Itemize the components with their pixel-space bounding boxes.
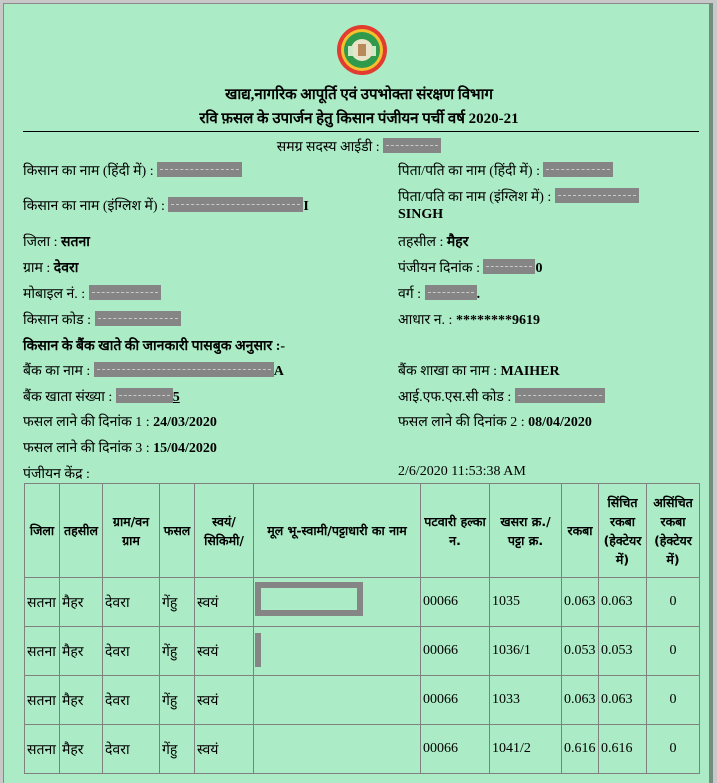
- owner-name-redacted: [254, 676, 421, 725]
- table-header-row: [25, 484, 700, 578]
- cell-khasra: 1035: [490, 578, 562, 627]
- cell-district: सतना: [25, 578, 60, 627]
- aadhaar-row: [398, 310, 540, 329]
- bank-name-redacted: [94, 362, 274, 377]
- cell-unirrigated: 0: [647, 676, 700, 725]
- cell-crop: गेंहु: [160, 578, 195, 627]
- category-label: वर्ग :: [398, 287, 422, 302]
- crop-date-1-row: [23, 412, 217, 431]
- cell-area: 0.063: [562, 676, 599, 725]
- tehsil-row: [398, 232, 468, 251]
- village-row: [23, 258, 78, 277]
- col-area: रकबा: [562, 484, 599, 578]
- village-value: देवरा: [53, 261, 79, 276]
- father-name-hindi-label: पिता/पति का नाम (हिंदी में) :: [398, 164, 540, 179]
- farmer-name-hindi-label: किसान का नाम (हिंदी में) :: [23, 164, 154, 179]
- cell-ownership: स्वयं: [195, 627, 254, 676]
- branch-value: MAIHER: [500, 364, 560, 379]
- col-unirrigated: असिंचित रकबा (हेक्टेयर में): [647, 484, 700, 578]
- farmer-code-row: [23, 310, 181, 329]
- redaction-box: [255, 582, 363, 616]
- father-name-english-row: [398, 187, 639, 206]
- mp-state-emblem-icon: [336, 24, 388, 76]
- col-ownership: स्वयं/ सिकिमी/: [195, 484, 254, 578]
- cell-patwari: 00066: [421, 627, 490, 676]
- father-name-english-label: पिता/पति का नाम (इंग्लिश में) :: [398, 190, 552, 205]
- cell-area: 0.053: [562, 627, 599, 676]
- cell-patwari: 00066: [421, 725, 490, 774]
- cell-ownership: स्वयं: [195, 676, 254, 725]
- bank-name-tail: A: [273, 364, 284, 379]
- col-khasra: खसरा क्र./ पट्टा क्र.: [490, 484, 562, 578]
- cell-patwari: 00066: [421, 578, 490, 627]
- account-number-tail: 5: [172, 390, 180, 405]
- registration-date-tail: 0: [535, 261, 543, 276]
- slip-subtitle: रवि फ़सल के उपार्जन हेतु किसान पंजीयन पर्ची वर्ष 2020-21: [199, 111, 519, 127]
- owner-name-redacted: [254, 627, 421, 676]
- cell-area: 0.063: [562, 578, 599, 627]
- cell-district: सतना: [25, 676, 60, 725]
- farmer-name-hindi-redacted: [157, 162, 242, 177]
- cell-ownership: स्वयं: [195, 578, 254, 627]
- account-number-row: [23, 387, 180, 406]
- cell-district: सतना: [25, 627, 60, 676]
- branch-row: [398, 361, 560, 380]
- cell-tehsil: मैहर: [60, 725, 103, 774]
- table-row: [25, 627, 700, 676]
- land-records-table: [24, 483, 700, 774]
- crop-date-3-label: फसल लाने की दिनांक 3 :: [23, 441, 150, 456]
- father-name-english-tail: SINGH: [398, 207, 444, 222]
- cell-irrigated: 0.063: [599, 676, 647, 725]
- district-label: जिला :: [23, 235, 58, 250]
- tehsil-label: तहसील :: [398, 235, 444, 250]
- samagra-id-redacted: [383, 138, 441, 153]
- ifsc-row: [398, 387, 605, 406]
- crop-date-3-row: [23, 438, 217, 457]
- cell-patwari: 00066: [421, 676, 490, 725]
- crop-date-2-label: फसल लाने की दिनांक 2 :: [398, 415, 525, 430]
- cell-unirrigated: 0: [647, 725, 700, 774]
- farmer-code-redacted: [95, 311, 181, 326]
- ifsc-label: आई.एफ.एस.सी कोड :: [398, 390, 512, 405]
- cell-crop: गेंहु: [160, 627, 195, 676]
- cell-village: देवरा: [103, 725, 160, 774]
- category-tail: .: [476, 287, 481, 302]
- cell-khasra: 1036/1: [490, 627, 562, 676]
- branch-label: बैंक शाखा का नाम :: [398, 364, 498, 379]
- bank-section-heading: किसान के बैंक खाते की जानकारी पासबुक अनुसार :-: [23, 339, 286, 354]
- crop-date-1-label: फसल लाने की दिनांक 1 :: [23, 415, 150, 430]
- col-owner-name: मूल भू-स्वामी/पट्टाधारी का नाम: [254, 484, 421, 578]
- owner-name-redacted: [254, 578, 421, 627]
- cell-crop: गेंहु: [160, 725, 195, 774]
- owner-name-redacted: [254, 725, 421, 774]
- cell-crop: गेंहु: [160, 676, 195, 725]
- header-divider: [23, 131, 699, 132]
- col-crop: फसल: [160, 484, 195, 578]
- crop-date-2-value: 08/04/2020: [528, 415, 592, 430]
- account-number-redacted: [116, 388, 173, 403]
- farmer-name-english-row: [23, 196, 309, 215]
- farmer-name-english-label: किसान का नाम (इंग्लिश में) :: [23, 199, 165, 214]
- samagra-id-row: [4, 137, 714, 156]
- table-row: [25, 676, 700, 725]
- cell-tehsil: मैहर: [60, 578, 103, 627]
- cell-khasra: 1033: [490, 676, 562, 725]
- table-row: [25, 725, 700, 774]
- table-row: [25, 578, 700, 627]
- farmer-name-english-tail: I: [303, 199, 309, 214]
- district-value: सतना: [61, 235, 90, 250]
- cell-ownership: स्वयं: [195, 725, 254, 774]
- col-village: ग्राम/वन ग्राम: [103, 484, 160, 578]
- farmer-name-english-redacted: [168, 197, 303, 212]
- registration-center-row: [23, 464, 90, 483]
- print-timestamp: 2/6/2020 11:53:38 AM: [398, 464, 526, 479]
- crop-date-2-row: [398, 412, 592, 431]
- bank-name-row: [23, 361, 284, 380]
- registration-center-label: पंजीयन केंद्र :: [23, 467, 90, 482]
- mobile-row: [23, 284, 161, 303]
- cell-tehsil: मैहर: [60, 676, 103, 725]
- aadhaar-value: ********9619: [455, 313, 540, 328]
- father-name-hindi-row: [398, 161, 613, 180]
- category-redacted: [425, 285, 477, 300]
- aadhaar-label: आधार न. :: [398, 313, 453, 328]
- samagra-id-label: समग्र सदस्य आईडी :: [276, 140, 380, 155]
- cell-village: देवरा: [103, 578, 160, 627]
- cell-district: सतना: [25, 725, 60, 774]
- cell-village: देवरा: [103, 627, 160, 676]
- cell-tehsil: मैहर: [60, 627, 103, 676]
- cell-unirrigated: 0: [647, 578, 700, 627]
- district-row: [23, 232, 90, 251]
- col-patwari: पटवारी हल्का न.: [421, 484, 490, 578]
- registration-date-row: [398, 258, 542, 277]
- tehsil-value: मैहर: [446, 235, 469, 250]
- registration-date-label: पंजीयन दिनांक :: [398, 261, 480, 276]
- cell-irrigated: 0.063: [599, 578, 647, 627]
- farmer-name-hindi-row: [23, 161, 242, 180]
- registration-slip: [3, 3, 713, 783]
- village-label: ग्राम :: [23, 261, 51, 276]
- col-district: जिला: [25, 484, 60, 578]
- registration-date-redacted: [483, 259, 535, 274]
- father-name-english-redacted: [555, 188, 639, 203]
- cell-khasra: 1041/2: [490, 725, 562, 774]
- col-tehsil: तहसील: [60, 484, 103, 578]
- ifsc-redacted: [515, 388, 605, 403]
- cell-unirrigated: 0: [647, 627, 700, 676]
- category-row: [398, 284, 480, 303]
- mobile-redacted: [89, 285, 161, 300]
- father-name-hindi-redacted: [543, 162, 613, 177]
- cell-irrigated: 0.053: [599, 627, 647, 676]
- farmer-code-label: किसान कोड :: [23, 313, 91, 328]
- cell-village: देवरा: [103, 676, 160, 725]
- department-title: खाद्य,नागरिक आपूर्ति एवं उपभोक्ता संरक्षण विभाग: [225, 87, 493, 103]
- redaction-bar: [255, 633, 261, 667]
- col-irrigated: सिंचित रकबा (हेक्टेयर में): [599, 484, 647, 578]
- cell-area: 0.616: [562, 725, 599, 774]
- cell-irrigated: 0.616: [599, 725, 647, 774]
- bank-name-label: बैंक का नाम :: [23, 364, 91, 379]
- account-number-label: बैंक खाता संख्या :: [23, 390, 113, 405]
- mobile-label: मोबाइल नं. :: [23, 287, 86, 302]
- crop-date-3-value: 15/04/2020: [153, 441, 217, 456]
- crop-date-1-value: 24/03/2020: [153, 415, 217, 430]
